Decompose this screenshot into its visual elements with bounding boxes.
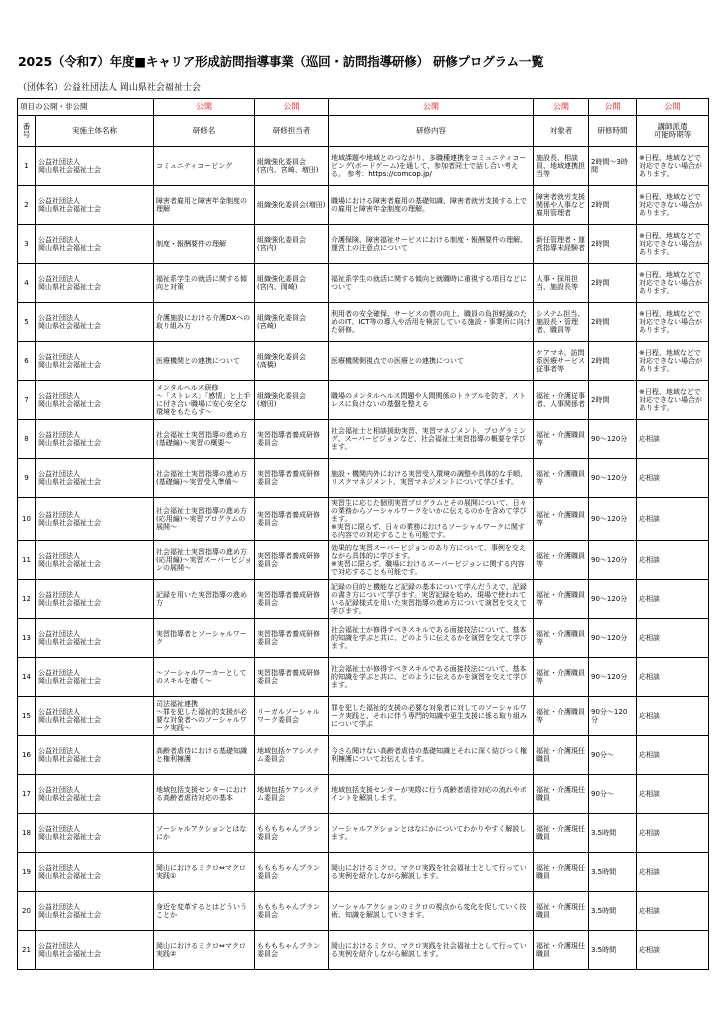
row-dispatch: 応相談 — [637, 775, 709, 814]
table-row — [18, 147, 709, 186]
row-staff: もももちゃんプラン委員会 — [255, 931, 329, 970]
row-content: ソーシャルアクションのミクロの視点から変化を促していく技術、知識を解説していきます。 — [329, 892, 534, 931]
table-row — [18, 658, 709, 697]
row-staff: 実習指導者養成研修委員会 — [255, 459, 329, 498]
row-time: 2時間 — [589, 225, 637, 264]
row-organization: 公益社団法人 岡山県社会福祉士会 — [36, 619, 154, 658]
row-training-name: メンタルヘルス研修 ～「ストレス」「感情」と上手に付き合い職場に安心安全な環境をもたらす～ — [154, 381, 255, 420]
document-title: 2025（令和7）年度■キャリア形成訪問指導事業（巡回・訪問指導研修） 研修プログラム一覧 — [18, 54, 544, 69]
table-row — [18, 186, 709, 225]
row-content: 社会福祉士と相談援助実習、実習マネジメント、プログラミング、スーパービジョンなど、社会福祉士実習指導の概要を学びます。 — [329, 420, 534, 459]
row-number: 6 — [18, 342, 36, 381]
row-number: 15 — [18, 697, 36, 736]
visibility-row — [18, 99, 709, 116]
row-time: 90～120分 — [589, 619, 637, 658]
row-target: 福祉・介護現任職員 — [534, 736, 589, 775]
row-organization: 公益社団法人 岡山県社会福祉士会 — [36, 303, 154, 342]
row-time: 90～120分 — [589, 459, 637, 498]
program-table — [17, 98, 709, 970]
row-training-name: 高齢者虐待における基礎知識と権利擁護 — [154, 736, 255, 775]
row-time: 90～120分 — [589, 420, 637, 459]
row-content: ソーシャルアクションとはなにかについてわかりやすく解説します。 — [329, 814, 534, 853]
row-number: 4 — [18, 264, 36, 303]
row-dispatch: 応相談 — [637, 420, 709, 459]
row-target: 福祉・介護職員等 — [534, 658, 589, 697]
row-dispatch: ※日程、地域などで対応できない場合があります。 — [637, 186, 709, 225]
row-content: 福祉系学生の就活に関する傾向と就職時に重視する項目などについて — [329, 264, 534, 303]
table-row — [18, 814, 709, 853]
row-content: 記録の目的と機能など記録の基本について学んだうえで、記録の書き方について学びます。実習記録を始め、現場で使われている記録様式を用いた実習指導の進め方について演習を交えて学びます。 — [329, 580, 534, 619]
row-training-name: 制度・報酬要件の理解 — [154, 225, 255, 264]
row-content: 介護保険、障害福祉サービスにおける制度・報酬要件の理解、運営上の注意点について — [329, 225, 534, 264]
row-number: 7 — [18, 381, 36, 420]
row-number: 10 — [18, 498, 36, 541]
visibility-label: 項目の公開・非公開 — [18, 99, 154, 116]
row-number: 13 — [18, 619, 36, 658]
row-training-name: 身近を変革するとはどういうことか — [154, 892, 255, 931]
row-content: 岡山におけるミクロ、マクロ実践を社会福祉士として行っている実例を紹介しながら解説します。 — [329, 853, 534, 892]
row-training-name: 記録を用いた実習指導の進め方 — [154, 580, 255, 619]
row-training-name: 司法福祉連携 ～罪を犯した福祉的支援が必要な対象者へのソーシャルワーク実践～ — [154, 697, 255, 736]
row-organization: 公益社団法人 岡山県社会福祉士会 — [36, 420, 154, 459]
row-staff: 実習指導者養成研修委員会 — [255, 580, 329, 619]
row-time: 3.5時間 — [589, 814, 637, 853]
public-flag: 公開 — [154, 99, 255, 116]
row-number: 19 — [18, 853, 36, 892]
table-row — [18, 303, 709, 342]
row-training-name: 福祉系学生の就活に関する傾向と対策 — [154, 264, 255, 303]
row-time: 2時間～3時間 — [589, 147, 637, 186]
table-row — [18, 381, 709, 420]
public-flag: 公開 — [255, 99, 329, 116]
header-staff: 研修担当者 — [255, 116, 329, 147]
row-organization: 公益社団法人 岡山県社会福祉士会 — [36, 147, 154, 186]
public-flag: 公開 — [329, 99, 534, 116]
row-staff: 実習指導者養成研修委員会 — [255, 420, 329, 459]
row-time: 2時間 — [589, 264, 637, 303]
row-target: 福祉・介護現任職員 — [534, 814, 589, 853]
row-organization: 公益社団法人 岡山県社会福祉士会 — [36, 580, 154, 619]
row-content: 岡山におけるミクロ、マクロ実践を社会福祉士として行っている実例を紹介しながら解説します。 — [329, 931, 534, 970]
row-training-name: 地域包括支援センターにおける高齢者虐待対応の基本 — [154, 775, 255, 814]
row-dispatch: 応相談 — [637, 931, 709, 970]
header-time: 研修時間 — [589, 116, 637, 147]
row-content: 社会福祉士が修得すべきスキルである面接技法について、基本的知識を学ぶと共に、どのように伝えるかを演習を交えて学びます。 — [329, 658, 534, 697]
row-time: 90分～120分 — [589, 697, 637, 736]
row-organization: 公益社団法人 岡山県社会福祉士会 — [36, 186, 154, 225]
row-staff: 地域包括ケアシステム委員会 — [255, 775, 329, 814]
table-row — [18, 619, 709, 658]
row-staff: 実習指導者養成研修委員会 — [255, 658, 329, 697]
row-dispatch: 応相談 — [637, 736, 709, 775]
row-staff: 地域包括ケアシステム委員会 — [255, 736, 329, 775]
row-number: 17 — [18, 775, 36, 814]
header-content: 研修内容 — [329, 116, 534, 147]
organization-label: （団体名）公益社団法人 岡山県社会福祉士会 — [18, 83, 201, 93]
row-target: 福祉・介護職員等 — [534, 498, 589, 541]
row-dispatch: ※日程、地域などで対応できない場合があります。 — [637, 147, 709, 186]
row-target: 福祉・介護現任職員 — [534, 853, 589, 892]
row-number: 14 — [18, 658, 36, 697]
row-organization: 公益社団法人 岡山県社会福祉士会 — [36, 541, 154, 580]
row-dispatch: 応相談 — [637, 541, 709, 580]
row-training-name: 社会福祉士実習指導の進め方(応用編)～実習プログラムの展開～ — [154, 498, 255, 541]
public-flag: 公開 — [534, 99, 589, 116]
row-content: 医療機関側視点での医療との連携について — [329, 342, 534, 381]
row-content: 地域包括支援センターが実際に行う高齢者虐待対応の流れやポイントを解説します。 — [329, 775, 534, 814]
row-staff: リーガルソーシャルワーク委員会 — [255, 697, 329, 736]
row-target: 福祉・介護職員等 — [534, 459, 589, 498]
row-dispatch: ※日程、地域などで対応できない場合があります。 — [637, 225, 709, 264]
row-training-name: 社会福祉士実習指導の進め方(基礎編)～実習の概要～ — [154, 420, 255, 459]
row-target: システム担当、施設長・管理者、職員等 — [534, 303, 589, 342]
row-staff: 実習指導者養成研修委員会 — [255, 619, 329, 658]
row-training-name: 医療機関との連携について — [154, 342, 255, 381]
row-dispatch: 応相談 — [637, 853, 709, 892]
table-row — [18, 420, 709, 459]
row-content: 利用者の安全確保、サービスの質の向上、職員の負担軽減のためのIT、ICT等の導入や活用を検討している施設・事業所に向けた研修。 — [329, 303, 534, 342]
row-time: 90～120分 — [589, 658, 637, 697]
row-target: 福祉・介護職員等 — [534, 541, 589, 580]
row-training-name: コミュニティコーピング — [154, 147, 255, 186]
row-organization: 公益社団法人 岡山県社会福祉士会 — [36, 498, 154, 541]
table-row — [18, 892, 709, 931]
row-number: 11 — [18, 541, 36, 580]
row-organization: 公益社団法人 岡山県社会福祉士会 — [36, 814, 154, 853]
row-dispatch: 応相談 — [637, 580, 709, 619]
row-content: 効果的な実習スーパービジョンのあり方について、事例を交えながら具体的に学びます。 ※実習に限らず、職場におけるスーパービジョンに関する内容で対応することも可能です。 — [329, 541, 534, 580]
row-target: 人事・採用担当、施設長等 — [534, 264, 589, 303]
row-number: 20 — [18, 892, 36, 931]
public-flag: 公開 — [637, 99, 709, 116]
row-dispatch: ※日程、地域などで対応できない場合があります。 — [637, 303, 709, 342]
table-row — [18, 697, 709, 736]
table-row — [18, 580, 709, 619]
row-content: 実習生に応じた個別実習プログラムとその展開について、日々の業務からソーシャルワークをいかに伝えるのかを含めて学びます。 ※実習に限らず、日々の業務におけるソーシャルワークに関する内容での対応することも可能です。 — [329, 498, 534, 541]
table-row — [18, 853, 709, 892]
row-content: 罪を犯した福祉的支援の必要な対象者に対してのソーシャルワーク実践と、それに伴う専門的知識や更生支援に係る取り組みについて学ぶ — [329, 697, 534, 736]
row-time: 2時間 — [589, 381, 637, 420]
row-content: 職場における障害者雇用の基礎知識、障害者就労支援する上での雇用と障害年金制度の理解。 — [329, 186, 534, 225]
row-staff: もももちゃんプラン委員会 — [255, 892, 329, 931]
row-target: 福祉・介護職員等 — [534, 697, 589, 736]
row-time: 90分～ — [589, 736, 637, 775]
row-target: 福祉・介護現任職員 — [534, 931, 589, 970]
row-target: ケアマネ、訪問系医療サービス従事者等 — [534, 342, 589, 381]
row-organization: 公益社団法人 岡山県社会福祉士会 — [36, 381, 154, 420]
table-row — [18, 459, 709, 498]
row-staff: 組織強化委員会(増田) — [255, 186, 329, 225]
row-number: 8 — [18, 420, 36, 459]
row-dispatch: 応相談 — [637, 697, 709, 736]
row-number: 2 — [18, 186, 36, 225]
row-organization: 公益社団法人 岡山県社会福祉士会 — [36, 697, 154, 736]
row-time: 3.5時間 — [589, 853, 637, 892]
row-staff: もももちゃんプラン委員会 — [255, 814, 329, 853]
header-organization: 実施主体名称 — [36, 116, 154, 147]
row-dispatch: ※日程、地域などで対応できない場合があります。 — [637, 264, 709, 303]
row-content: 職場のメンタルヘルス問題や人間関係のトラブルを防ぎ、ストレスに負けないの基盤を整える — [329, 381, 534, 420]
row-organization: 公益社団法人 岡山県社会福祉士会 — [36, 853, 154, 892]
header-dispatch: 講師派遣 可能時期等 — [637, 116, 709, 147]
header-number: 番号 — [18, 116, 36, 147]
row-number: 18 — [18, 814, 36, 853]
row-time: 3.5時間 — [589, 892, 637, 931]
row-time: 2時間 — [589, 186, 637, 225]
table-row — [18, 342, 709, 381]
row-number: 3 — [18, 225, 36, 264]
row-target: 新任管理者・運営指導未経験者 — [534, 225, 589, 264]
table-row — [18, 225, 709, 264]
row-dispatch: 応相談 — [637, 892, 709, 931]
row-dispatch: ※日程、地域などで対応できない場合があります。 — [637, 342, 709, 381]
table-row — [18, 498, 709, 541]
row-dispatch: 応相談 — [637, 658, 709, 697]
row-dispatch: 応相談 — [637, 814, 709, 853]
row-training-name: ～ソーシャルワーカーとしてのスキルを磨く～ — [154, 658, 255, 697]
row-staff: もももちゃんプラン委員会 — [255, 853, 329, 892]
public-flag: 公開 — [589, 99, 637, 116]
row-number: 16 — [18, 736, 36, 775]
row-training-name: ソーシャルアクションとはなにか — [154, 814, 255, 853]
row-training-name: 実習指導者とソーシャルワーク — [154, 619, 255, 658]
row-organization: 公益社団法人 岡山県社会福祉士会 — [36, 931, 154, 970]
row-dispatch: 応相談 — [637, 619, 709, 658]
row-dispatch: 応相談 — [637, 498, 709, 541]
table-row — [18, 931, 709, 970]
row-number: 9 — [18, 459, 36, 498]
row-content: 社会福祉士が修得すべきスキルである面接技法について、基本的知識を学ぶと共に、どのように伝えるかを演習を交えて学びます。 — [329, 619, 534, 658]
row-time: 2時間 — [589, 342, 637, 381]
row-time: 90～120分 — [589, 541, 637, 580]
row-staff: 実習指導者養成研修委員会 — [255, 498, 329, 541]
row-content: 施設・機関内外における実習受入環境の調整や具体的な手順、リスクマネジメント、実習マネジメントについて学びます。 — [329, 459, 534, 498]
header-row — [18, 116, 709, 147]
row-number: 1 — [18, 147, 36, 186]
row-time: 90～120分 — [589, 498, 637, 541]
row-dispatch: 応相談 — [637, 459, 709, 498]
row-training-name: 社会福祉士実習指導の進め方(応用編)～実習スーパービジョンの展開～ — [154, 541, 255, 580]
row-target: 福祉・介護職員等 — [534, 580, 589, 619]
row-training-name: 岡山におけるミクロ⇔マクロ実践② — [154, 931, 255, 970]
row-training-name: 介護施設における介護DXへの取り組み方 — [154, 303, 255, 342]
row-number: 12 — [18, 580, 36, 619]
row-staff: 組織強化委員会 (高橋) — [255, 342, 329, 381]
row-target: 福祉・介護現任職員 — [534, 775, 589, 814]
row-staff: 組織強化委員会 (宮内、宮崎、増田) — [255, 147, 329, 186]
row-organization: 公益社団法人 岡山県社会福祉士会 — [36, 775, 154, 814]
header-target: 対象者 — [534, 116, 589, 147]
row-organization: 公益社団法人 岡山県社会福祉士会 — [36, 736, 154, 775]
row-target: 福祉・介護職員等 — [534, 420, 589, 459]
row-dispatch: ※日程、地域などで対応できない場合があります。 — [637, 381, 709, 420]
row-time: 3.5時間 — [589, 931, 637, 970]
row-organization: 公益社団法人 岡山県社会福祉士会 — [36, 342, 154, 381]
row-number: 5 — [18, 303, 36, 342]
row-organization: 公益社団法人 岡山県社会福祉士会 — [36, 892, 154, 931]
table-row — [18, 736, 709, 775]
row-staff: 組織強化委員会 (増田) — [255, 381, 329, 420]
row-organization: 公益社団法人 岡山県社会福祉士会 — [36, 264, 154, 303]
row-staff: 組織強化委員会 (宮内、岡崎) — [255, 264, 329, 303]
row-target: 障害者就労支援関係や人事など雇用管理者 — [534, 186, 589, 225]
row-organization: 公益社団法人 岡山県社会福祉士会 — [36, 225, 154, 264]
table-row — [18, 541, 709, 580]
row-training-name: 社会福祉士実習指導の進め方(基礎編)～実習受入準備～ — [154, 459, 255, 498]
row-organization: 公益社団法人 岡山県社会福祉士会 — [36, 459, 154, 498]
row-staff: 組織強化委員会 (宮崎) — [255, 303, 329, 342]
row-organization: 公益社団法人 岡山県社会福祉士会 — [36, 658, 154, 697]
row-target: 福祉・介護職員等 — [534, 619, 589, 658]
row-time: 90～120分 — [589, 580, 637, 619]
row-staff: 実習指導者養成研修委員会 — [255, 541, 329, 580]
table-row — [18, 775, 709, 814]
table-row — [18, 264, 709, 303]
row-target: 福祉・介護現任職員 — [534, 892, 589, 931]
row-training-name: 障害者雇用と障害年金制度の理解 — [154, 186, 255, 225]
row-target: 施設長、相談員、地域連携担当等 — [534, 147, 589, 186]
row-training-name: 岡山におけるミクロ⇔マクロ実践① — [154, 853, 255, 892]
row-staff: 組織強化委員会 (宮内) — [255, 225, 329, 264]
row-target: 福祉・介護従事者、人事関係者 — [534, 381, 589, 420]
row-content: 今さら聞けない高齢者虐待の基礎知識とそれに深く結びつく権利擁護についてお伝えします。 — [329, 736, 534, 775]
row-content: 地域課題や地域とのつながり、多職種連携をコミュニティコーピング(ボードゲーム)を通して、参加者同士で話し合い考える。 参考：https://comcop.jp/ — [329, 147, 534, 186]
row-number: 21 — [18, 931, 36, 970]
row-time: 2時間 — [589, 303, 637, 342]
row-time: 90分～ — [589, 775, 637, 814]
header-training-name: 研修名 — [154, 116, 255, 147]
